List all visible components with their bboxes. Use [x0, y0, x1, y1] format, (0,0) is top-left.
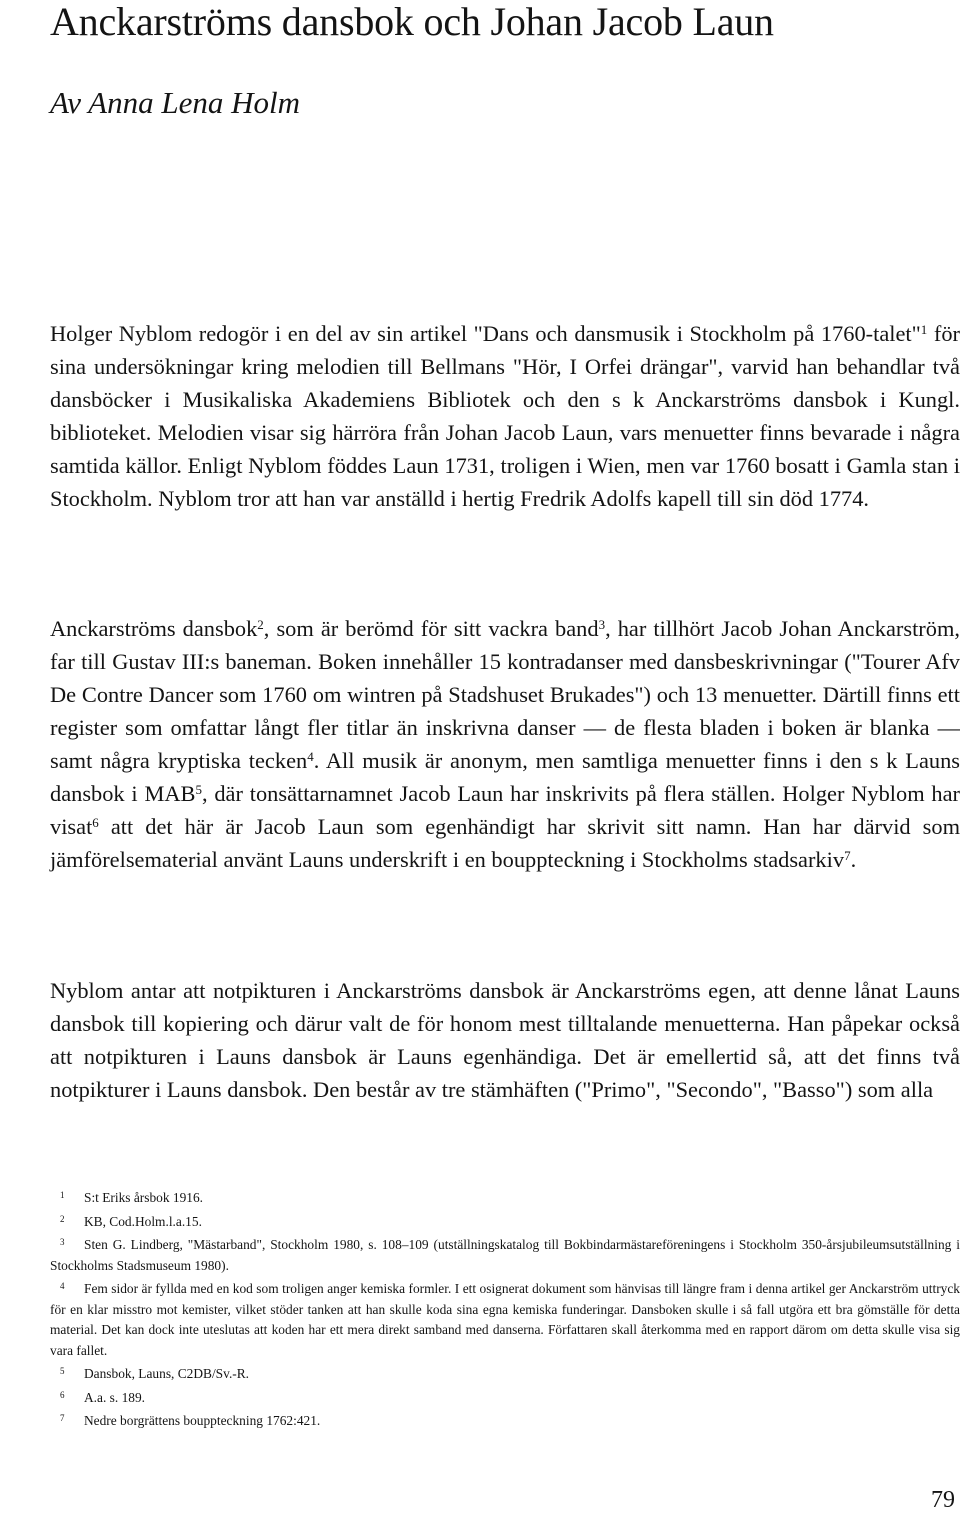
text-run: Holger Nyblom redogör i en del av sin artikel "Dans och dansmusik i Stockholm på 1760-talet" — [50, 321, 921, 346]
footnotes — [50, 1185, 960, 1432]
footnote-ref: 6 — [92, 814, 99, 830]
footnote-ref: 7 — [844, 847, 851, 863]
footnote — [50, 1185, 960, 1209]
footnote-text: Sten G. Lindberg, "Mästarband", Stockholm 1980, s. 108–109 (utställningskatalog till Bokbindarmästareföreningens i Stockholm 350-årsjubileumsutställning i Stockholms Stadsmuseum 1980). — [50, 1237, 960, 1273]
footnote-number: 7 — [60, 1413, 65, 1423]
footnote-number: 5 — [60, 1366, 65, 1376]
text-run: Nyblom antar att notpikturen i Anckarströms dansbok är Anckarströms egen, att denne lånat Launs dansbok till kopiering och därur valt de för honom mest tilltalande menuetterna. Han påpekar också att notpikturen i Launs dansbok är Launs egenhändiga. Det är emellertid så, att det finns två notpikturer i Launs dansbok. Den består av tre stämhäften ("Primo", "Secondo", "Basso") som alla — [50, 978, 960, 1102]
page-number: 79 — [931, 1487, 955, 1513]
footnote-ref: 4 — [307, 748, 314, 764]
footnote — [50, 1385, 960, 1409]
body-paragraph-2 — [50, 612, 960, 876]
footnote-ref: 5 — [195, 781, 202, 797]
footnote-text: A.a. s. 189. — [84, 1389, 145, 1405]
text-run: . All musik är anonym, men samtliga menuetter finns i den s k Launs dansbok i MAB — [50, 748, 960, 806]
text-run: , har tillhört Jacob Johan Anckarström, far till Gustav III:s baneman. Boken innehåller 15 kontradanser med dansbeskrivningar ("Tourer Afv De Contre Dancer som 1760 om wintren på Stadshuset Brukades") och 13 menuetter. Därtill finns ett register som omfattar långt fler titlar än inskrivna danser — de flesta bladen i boken är blanka — samt några kryptiska tecken — [50, 616, 960, 773]
footnote-text: Dansbok, Launs, C2DB/Sv.-R. — [84, 1366, 250, 1381]
text-run: att det här är Jacob Laun som egenhändigt har skrivit sitt namn. Han har därvid som jämförelsematerial använt Launs underskrift i en bouppteckning i Stockholms stadsarkiv — [50, 814, 960, 872]
footnote — [50, 1276, 960, 1361]
footnote-ref: 2 — [257, 616, 264, 632]
footnote-ref: 1 — [920, 321, 928, 337]
text-run: , som är berömd för sitt vackra band — [263, 616, 599, 641]
footnote-number: 3 — [60, 1237, 65, 1247]
article-title: Anckarströms dansbok och Johan Jacob Laun — [50, 0, 774, 44]
text-run: Anckarströms dansbok — [50, 616, 258, 641]
footnote-number: 1 — [60, 1190, 65, 1200]
footnote-number: 6 — [60, 1389, 65, 1400]
footnote — [50, 1361, 960, 1385]
footnote-text: Nedre borgrättens bouppteckning 1762:421. — [84, 1413, 321, 1428]
footnote-ref: 3 — [598, 616, 606, 632]
footnote — [50, 1232, 960, 1276]
footnote — [50, 1209, 960, 1233]
footnote-number: 2 — [60, 1213, 65, 1224]
article-author: Av Anna Lena Holm — [50, 85, 300, 120]
footnote-text: KB, Cod.Holm.l.a.15. — [84, 1213, 202, 1229]
text-run: . — [850, 847, 857, 872]
footnote — [50, 1408, 960, 1432]
footnote-text: Fem sidor är fyllda med en kod som troligen anger kemiska formler. I ett osignerat dokument som hänvisas till längre fram i denna artikel ger Anckarström uttryck för en klar misstro mot kemister, vilket stöder tanken att han skulle koda sina egna kemiska funderingar. Dansboken skulle i så fall utgöra ett bra gömställe för detta material. Det kan dock inte uteslutas att koden har ett mera direkt samband med danserna. Författaren skall återkomma med en rapport därom om detta skulle visa sig vara fallet. — [50, 1281, 960, 1358]
body-paragraph-1 — [50, 317, 960, 515]
footnote-number: 4 — [60, 1281, 65, 1291]
body-paragraph-3 — [50, 974, 960, 1106]
text-run: , där tonsättarnamnet Jacob Laun har inskrivits på flera ställen. Holger Nyblom har visat — [50, 781, 960, 839]
text-run: för sina undersökningar kring melodien till Bellmans "Hör, I Orfei drängar", varvid han behandlar två dansböcker i Musikaliska Akademiens Bibliotek och den s k Anckarströms dansbok i Kungl. biblioteket. Melodien visar sig härröra från Johan Jacob Laun, vars menuetter finns bevarade i några samtida källor. Enligt Nyblom föddes Laun 1731, troligen i Wien, men var 1760 bosatt i Gamla stan i Stockholm. Nyblom tror att han var anställd i hertig Fredrik Adolfs kapell till sin död 1774. — [50, 321, 960, 511]
footnote-text: S:t Eriks årsbok 1916. — [84, 1190, 204, 1205]
